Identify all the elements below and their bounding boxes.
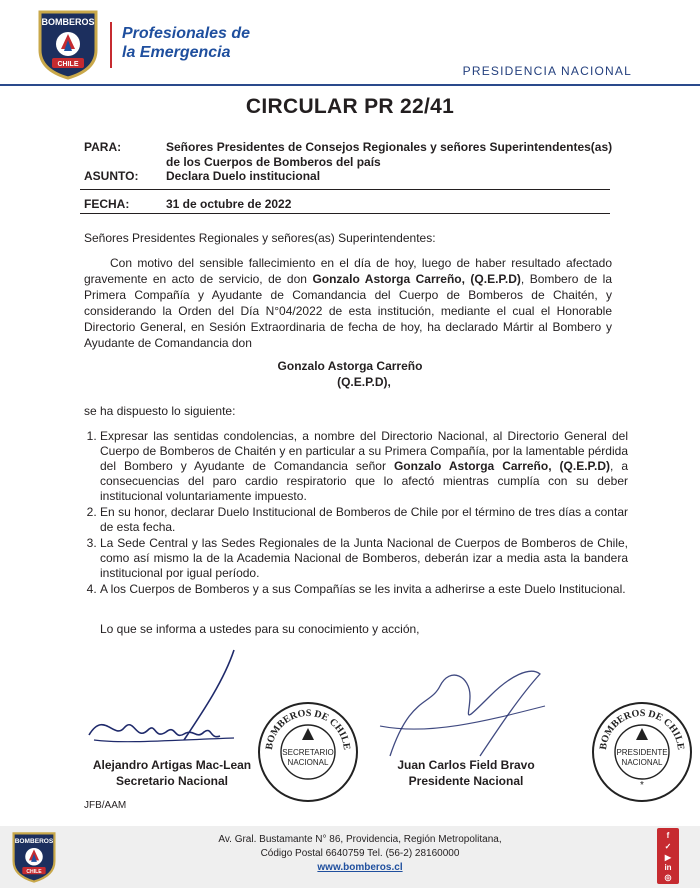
fecha-value: 31 de octubre de 2022: [166, 197, 292, 211]
twitter-icon[interactable]: ✓: [664, 842, 672, 851]
header-rule: [0, 84, 700, 86]
tagline-line2: la Emergencia: [122, 44, 231, 61]
para-line1: Señores Presidentes de Consejos Regionales y señores Superintendentes(as): [166, 140, 613, 154]
bomberos-chile-logo: [34, 6, 102, 80]
resolution-item-2: 2. En su honor, declarar Duelo Institucional de Bomberos de Chile por el término de tres días a contar de esta fecha.: [100, 505, 628, 535]
secretario-seal-line2: NACIONAL: [287, 758, 329, 767]
resolution-item-1: [100, 429, 628, 504]
footer-logo-text-top: BOMBEROS: [14, 837, 54, 845]
tagline: [122, 24, 250, 62]
instagram-icon[interactable]: ◎: [664, 873, 672, 882]
right-signatory-title: Presidente Nacional: [408, 774, 524, 788]
disposed-text: se ha dispuesto lo siguiente:: [84, 404, 236, 418]
page-title: CIRCULAR PR 22/41: [245, 95, 455, 118]
meta-separator-bottom: [80, 213, 610, 214]
asunto-label: ASUNTO:: [84, 169, 139, 183]
item1-text-1: Expresar las sentidas condolencias, a nombre del Directorio Nacional, al Directorio General del Cuerpo de Bomberos de Chaitén y en particular a su Primera Compañía, por la lamentable pérdida del Bombero y Ayudante de Comandancia señor: [100, 429, 628, 473]
presidente-seal-arc: BOMBEROS DE CHILE: [597, 707, 687, 751]
svg-text:*: *: [640, 780, 644, 791]
honoree-name: Gonzalo Astorga Carreño: [277, 359, 423, 373]
fecha-label: FECHA:: [84, 197, 130, 211]
resolution-item-4: 4. A los Cuerpos de Bomberos y a sus Compañías se les invita a adherirse a este Duelo Institucional.: [100, 582, 628, 597]
para-line2: de los Cuerpos de Bomberos del país: [166, 155, 381, 169]
footer-address-line2: Código Postal 6640759 Tel. (56-2) 28160000: [260, 848, 460, 859]
department-name: PRESIDENCIA NACIONAL: [462, 64, 632, 78]
secretario-seal-line1: SECRETARIO: [282, 748, 334, 757]
left-signature: [84, 640, 264, 760]
presidente-seal-line2: NACIONAL: [621, 758, 663, 767]
right-signatory-name: Juan Carlos Field Bravo: [397, 758, 535, 772]
intro-paragraph: [84, 255, 612, 351]
honoree-block: [0, 358, 700, 390]
intro-text-1: Con motivo del sensible fallecimiento en el día de hoy, luego de haber resultado afectado gravemente en acto de servicio, de don: [84, 256, 612, 286]
footer-address: [140, 833, 580, 875]
closing-text: Lo que se informa a ustedes para su conocimiento y acción,: [100, 622, 420, 636]
para-value: [166, 140, 616, 170]
logo-text-top: BOMBEROS: [41, 17, 95, 27]
item1-text-2: , a consecuencias del paro cardio respiratorio que lo afectó mientras cumplía con su deber institucional voluntariamente impuesto.: [100, 459, 629, 503]
tagline-line1: Profesionales de: [122, 25, 251, 42]
facebook-icon[interactable]: f: [666, 831, 670, 840]
header-divider: [110, 22, 112, 68]
meta-separator-top: [80, 189, 610, 190]
document-initials: JFB/AAM: [84, 800, 127, 811]
resolution-item-3: 3. La Sede Central y las Sedes Regionales de la Junta Nacional de Cuerpos de Bomberos de Chile, como así mismo la de la Academia Nacional de Bomberos, deberán izar a media asta la bandera institucional por igual período.: [100, 536, 628, 581]
logo-text-bottom: CHILE: [57, 61, 79, 68]
youtube-icon[interactable]: ▶: [664, 853, 672, 862]
social-icons-bar: [657, 828, 679, 884]
intro-name: Gonzalo Astorga Carreño, (Q.E.P.D): [312, 272, 521, 286]
footer-logo: [8, 829, 60, 883]
footer-website-link[interactable]: www.bomberos.cl: [317, 862, 403, 873]
left-signatory-name: Alejandro Artigas Mac-Lean: [92, 758, 252, 772]
salutation: Señores Presidentes Regionales y señores(as) Superintendentes:: [84, 231, 436, 245]
intro-text-2: , Bombero de la Primera Compañía y Ayudante de Comandancia del Cuerpo de Bomberos de Chaitén, y considerando la Orden del Día N°04/2022 de esta institución, mediante el cual el Honorable Directorio General, en Sesión Extraordinaria de fecha de hoy, ha declarado Mártir al Bombero y Ayudante de Comandancia don: [84, 272, 613, 350]
item1-name: Gonzalo Astorga Carreño, (Q.E.P.D): [393, 459, 611, 473]
left-signatory-title: Secretario Nacional: [115, 774, 229, 788]
para-label: PARA:: [84, 140, 122, 154]
resolution-list: [84, 429, 628, 598]
honoree-suffix: (Q.E.P.D),: [337, 375, 391, 389]
linkedin-icon[interactable]: in: [664, 863, 672, 872]
footer-address-line1: Av. Gral. Bustamante N° 86, Providencia, Región Metropolitana,: [218, 834, 502, 845]
footer-logo-text-bottom: CHILE: [26, 868, 42, 875]
asunto-value: Declara Duelo institucional: [166, 169, 321, 183]
secretario-seal-arc: BOMBEROS DE CHILE: [263, 707, 353, 751]
secretario-seal: [256, 700, 360, 804]
right-signatory: [396, 757, 536, 789]
presidente-seal: [590, 700, 694, 804]
presidente-seal-line1: PRESIDENTE: [616, 748, 668, 757]
left-signatory: [84, 757, 260, 789]
